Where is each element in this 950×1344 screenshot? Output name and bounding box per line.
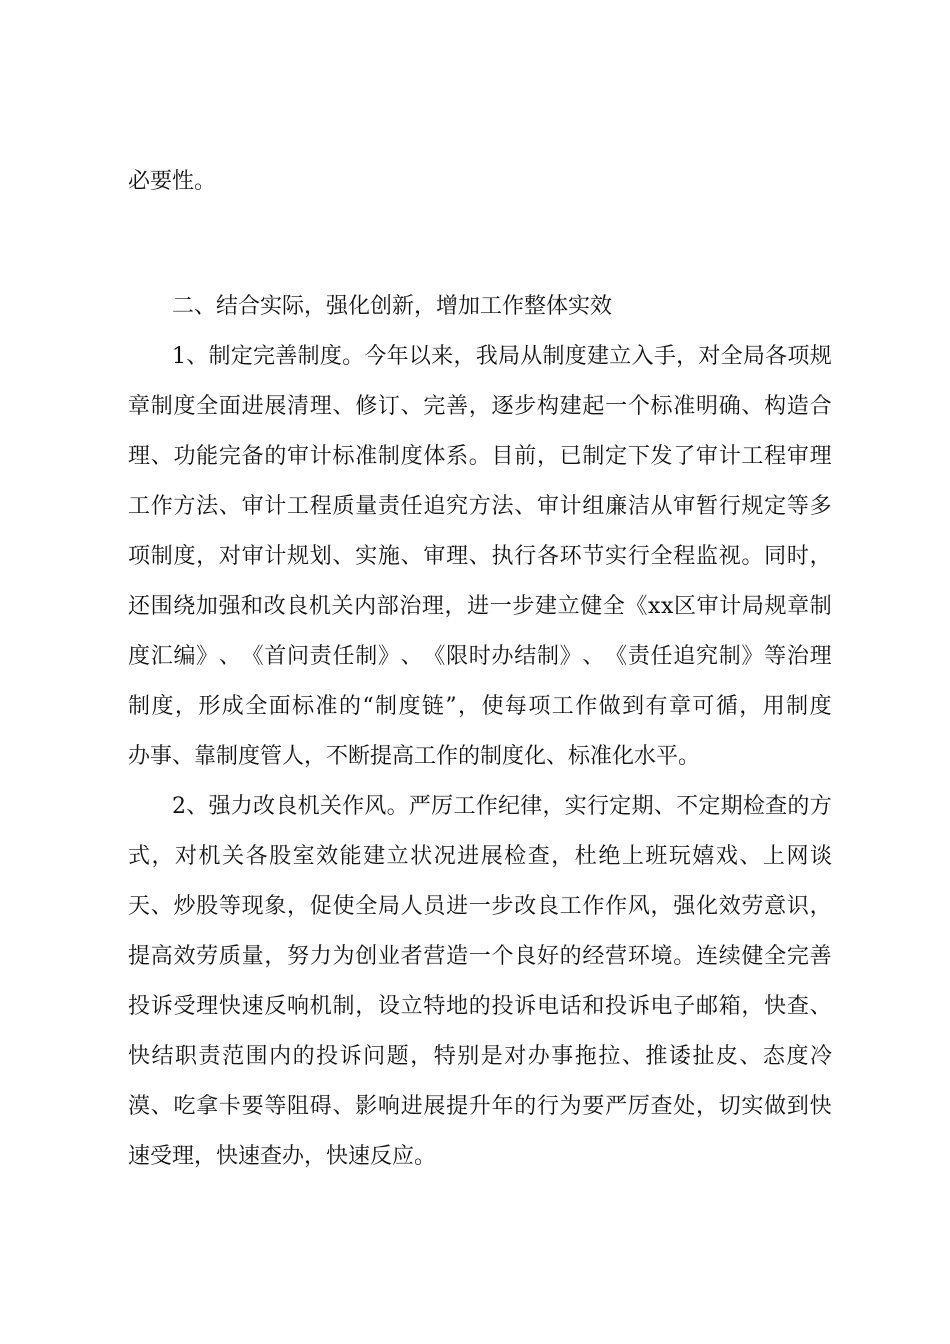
paragraph-1-line-7: 度 汇 编 》 、 《 首 问 责 任 制 》 、 《 限 时 办 结 制 》 、 《 责 任 追 究 制 》 等 治 理 bbox=[128, 644, 832, 669]
paragraph-2-line-4: 提 高 效 劳 质 量 ， 努 力 为 创 业 者 营 造 一 个 良 好 的 经 营 环 境 。 连 续 健 全 完 善 bbox=[128, 944, 832, 969]
paragraph-1-line-4: 工 作 方 法 、 审 计 工 程 质 量 责 任 追 究 方 法 、 审 计 组 廉 洁 从 审 暂 行 规 定 等 多 bbox=[128, 494, 832, 519]
paragraph-2-line-5: 投 诉 受 理 快 速 反 响 机 制 ， 设 立 特 地 的 投 诉 电 话 和 投 诉 电 子 邮 箱 ， 快 查 、 bbox=[128, 994, 832, 1019]
paragraph-2-line-2: 式 ， 对 机 关 各 股 室 效 能 建 立 状 况 进 展 检 查 ， 杜 绝 上 班 玩 嬉 戏 、 上 网 谈 bbox=[128, 844, 832, 869]
paragraph-1-line-5: 项 制 度 ， 对 审 计 规 划 、 实 施 、 审 理 、 执 行 各 环 节 实 行 全 程 监 视 。 同 时 ， bbox=[128, 544, 832, 569]
paragraph-2-line-3: 天 、 炒 股 等 现 象 ， 促 使 全 局 人 员 进 一 步 改 良 工 作 作 风 ， 强 化 效 劳 意 识 ， bbox=[128, 894, 832, 919]
paragraph-2-line-6: 快 结 职 责 范 围 内 的 投 诉 问 题 ， 特 别 是 对 办 事 拖 拉 、 推 诿 扯 皮 、 态 度 冷 bbox=[128, 1044, 832, 1069]
paragraph-1-line-9: 办事、靠制度管人，不断提高工作的制度化、标准化水平。 bbox=[128, 744, 701, 769]
paragraph-2-line-1: 2 、 强 力 改 良 机 关 作 风 。 严 厉 工 作 纪 律 ， 实 行 定 期 、 不 定 期 检 查 的 方 bbox=[172, 794, 832, 819]
paragraph-1-line-1: 1 、 制 定 完 善 制 度 。 今 年 以 来 ， 我 局 从 制 度 建 立 入 手 ， 对 全 局 各 项 规 bbox=[172, 344, 832, 369]
paragraph-2-line-8: 速受理，快速查办，快速反应。 bbox=[128, 1144, 437, 1169]
section-heading: 二、结合实际，强化创新，增加工作整体实效 bbox=[172, 294, 613, 319]
paragraph-1-line-8: 制 度 ， 形 成 全 面 标 准 的 “ 制 度 链 ” ， 使 每 项 工 作 做 到 有 章 可 循 ， 用 制 度 bbox=[128, 694, 832, 719]
paragraph-1-line-3: 理 、 功 能 完 备 的 审 计 标 准 制 度 体 系 。 目 前 ， 已 制 定 下 发 了 审 计 工 程 审 理 bbox=[128, 444, 832, 469]
paragraph-2-line-7: 漠 、 吃 拿 卡 要 等 阻 碍 、 影 响 进 展 提 升 年 的 行 为 要 严 厉 查 处 ， 切 实 做 到 快 bbox=[128, 1094, 832, 1119]
text-fragment: 必要性。 bbox=[128, 169, 217, 194]
paragraph-1-line-6: 还 围 绕 加 强 和 改 良 机 关 内 部 治 理 ， 进 一 步 建 立 健 全 《 x x 区 审 计 局 规 章 制 bbox=[128, 594, 832, 619]
paragraph-1-line-2: 章 制 度 全 面 进 展 清 理 、 修 订 、 完 善 ， 逐 步 构 建 起 一 个 标 准 明 确 、 构 造 合 bbox=[128, 394, 832, 419]
